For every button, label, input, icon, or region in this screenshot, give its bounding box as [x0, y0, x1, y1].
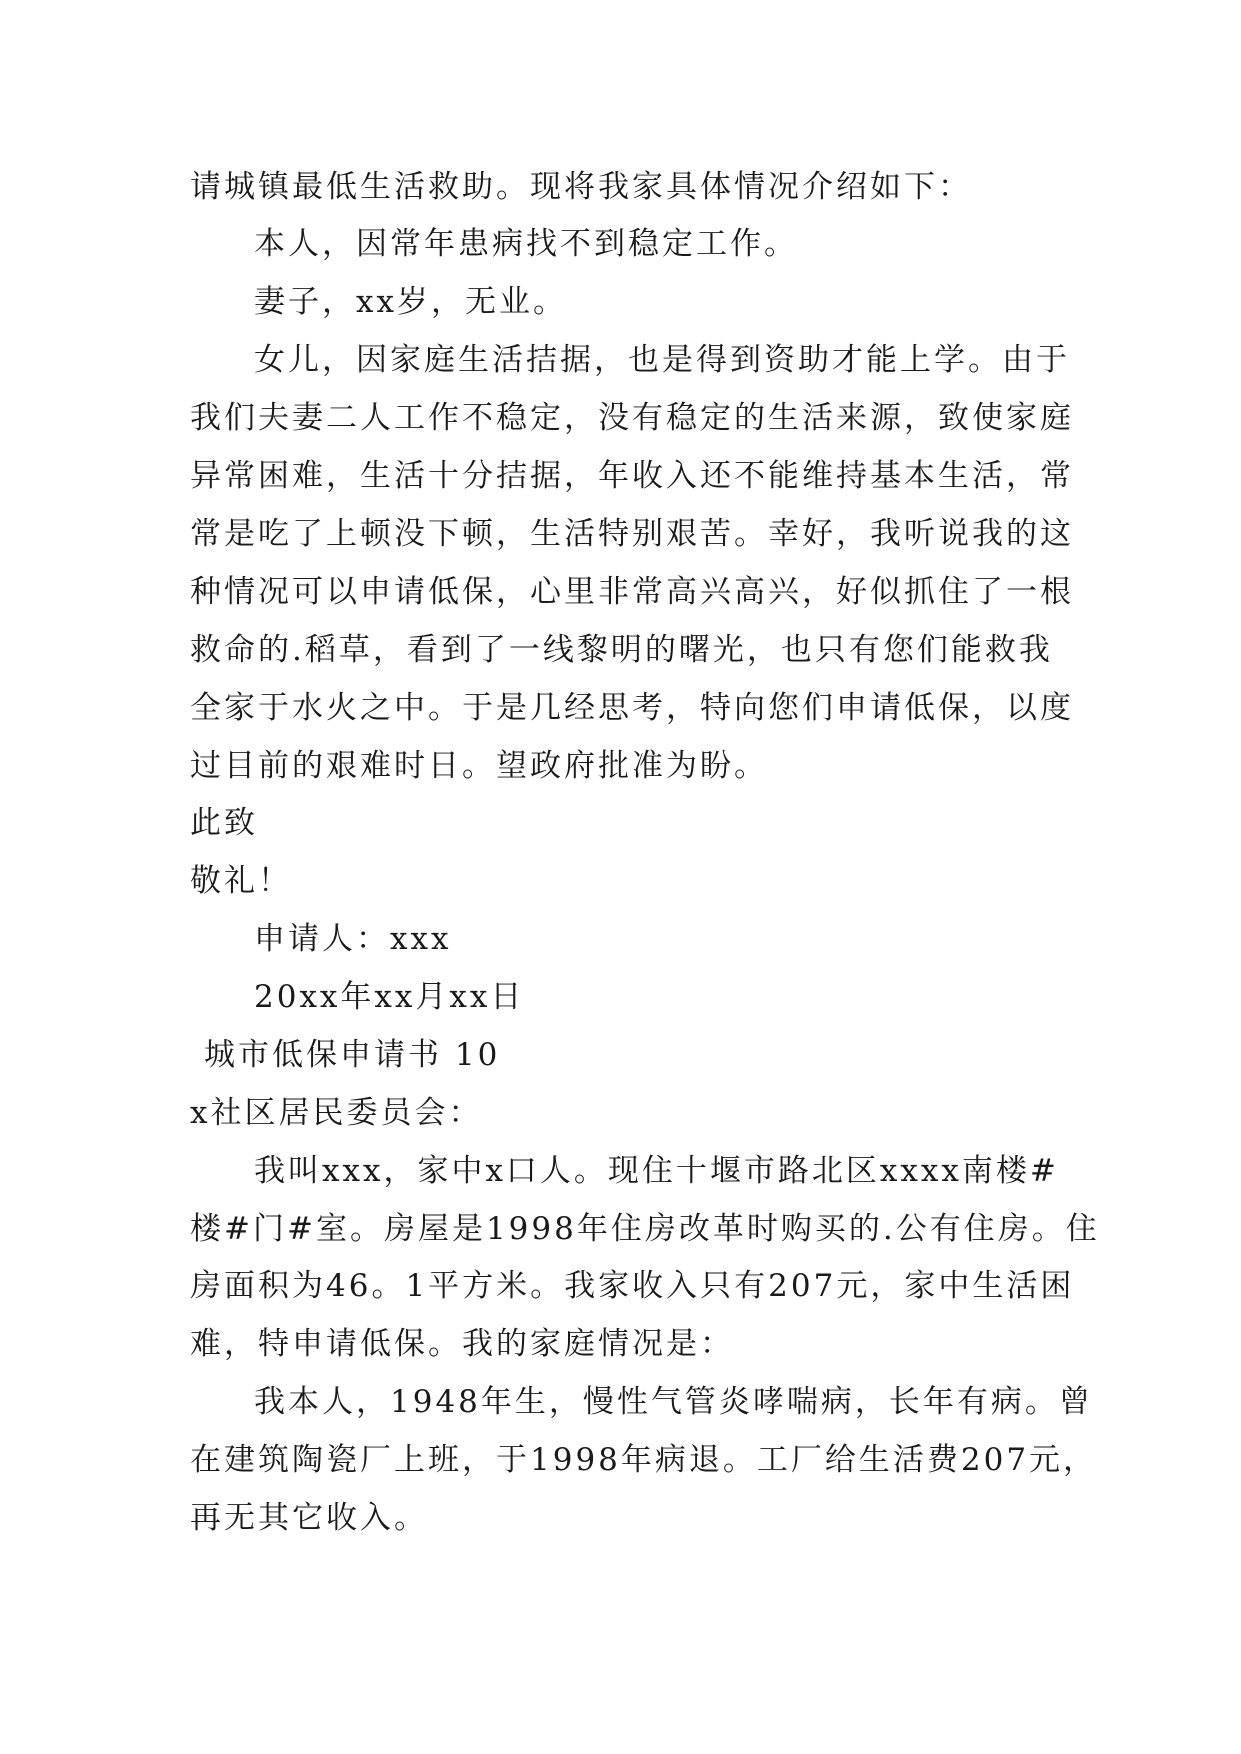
text-line: 难，特申请低保。我的家庭情况是： [190, 1326, 734, 1362]
text-line: 常是吃了上顿没下顿，生活特别艰苦。幸好，我听说我的这 [190, 516, 1074, 552]
text-line: 女儿，因家庭生活拮据，也是得到资助才能上学。由于 [254, 342, 1070, 378]
closing-regards: 敬礼！ [190, 863, 292, 899]
text-line: 楼#门#室。房屋是1998年住房改革时购买的.公有住房。住 [190, 1211, 1100, 1247]
text-line: 异常困难，生活十分拮据，年收入还不能维持基本生活，常 [190, 458, 1074, 494]
text-line: 我叫xxx，家中x口人。现住十堰市路北区xxxx南楼# [254, 1153, 1059, 1189]
letter-date: 20xx年xx月xx日 [254, 979, 525, 1015]
text-line: 我本人，1948年生，慢性气管炎哮喘病，长年有病。曾 [254, 1384, 1093, 1420]
text-line: 种情况可以申请低保，心里非常高兴高兴，好似抓住了一根 [190, 574, 1074, 610]
text-line: 本人，因常年患病找不到稳定工作。 [254, 226, 798, 262]
text-line: 请城镇最低生活救助。现将我家具体情况介绍如下： [190, 169, 972, 205]
text-line: 我们夫妻二人工作不稳定，没有稳定的生活来源，致使家庭 [190, 400, 1074, 436]
section-title: 城市低保申请书 10 [204, 1037, 501, 1073]
text-line: 再无其它收入。 [190, 1500, 428, 1536]
closing-salutation: 此致 [190, 805, 258, 841]
applicant-signature: 申请人：xxx [254, 921, 452, 957]
text-line: 房面积为46。1平方米。我家收入只有207元，家中生活困 [190, 1268, 1075, 1304]
addressee: x社区居民委员会： [190, 1095, 483, 1131]
text-line: 全家于水火之中。于是几经思考，特向您们申请低保，以度 [190, 690, 1074, 726]
text-line: 救命的.稻草，看到了一线黎明的曙光，也只有您们能救我 [190, 632, 1053, 668]
text-line: 在建筑陶瓷厂上班，于1998年病退。工厂给生活费207元， [190, 1442, 1098, 1478]
text-line: 妻子，xx岁，无业。 [254, 284, 567, 320]
text-line: 过目前的艰难时日。望政府批准为盼。 [190, 748, 768, 784]
